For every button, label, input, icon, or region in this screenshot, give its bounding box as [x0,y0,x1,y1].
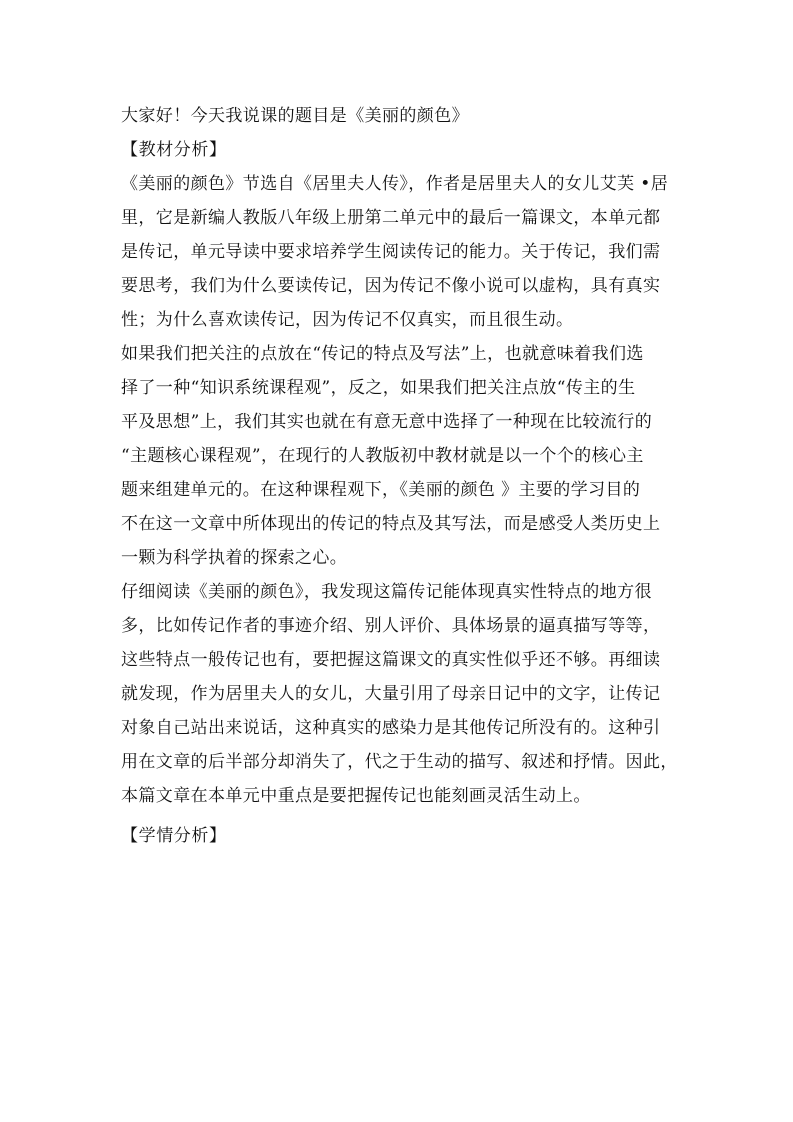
paragraph-line: 《美丽的颜色》节选自《居里夫人传》，作者是居里夫人的女儿艾芙 •居 [121,174,669,194]
intro-line: 大家好！今天我说课的题目是《美丽的颜色》 [121,106,469,126]
paragraph-line: 平及思想”上，我们其实也就在有意无意中选择了一种现在比较流行的 [121,412,653,432]
document-body [121,99,677,853]
paragraph-line: 择了一种“知识系统课程观”，反之，如果我们把关注点放“传主的生 [121,378,636,398]
paragraph-line: 对象自己站出来说话，这种真实的感染力是其他传记所没有的。这种引 [121,718,661,738]
paragraph-line: 如果我们把关注的点放在“传记的特点及写法”上，也就意味着我们选 [121,344,644,364]
paragraph-line: 题来组建单元的。在这种课程观下，《美丽的颜色 》主要的学习目的 [121,480,641,500]
paragraph-line: 本篇文章在本单元中重点是要把握传记也能刻画灵活生动上。 [121,786,591,806]
section-heading-student-analysis: 【学情分析】 [121,826,227,846]
paragraph-line: 是传记，单元导读中要求培养学生阅读传记的能力。关于传记，我们需 [121,242,661,262]
paragraph-line: 就发现，作为居里夫人的女儿，大量引用了母亲日记中的文字，让传记 [121,684,661,704]
paragraph-line: 多，比如传记作者的事迹介绍、别人评价、具体场景的逼真描写等等， [121,616,661,636]
paragraph-line: 用在文章的后半部分却消失了，代之于生动的描写、叙述和抒情。因此， [121,752,678,772]
paragraph-line: 不在这一文章中所体现出的传记的特点及其写法，而是感受人类历史上 [121,514,661,534]
paragraph-line: 里，它是新编人教版八年级上册第二单元中的最后一篇课文，本单元都 [121,208,661,228]
paragraph-line: “主题核心课程观”，在现行的人教版初中教材就是以一个个的核心主 [121,446,644,466]
paragraph-line: 这些特点一般传记也有，要把握这篇课文的真实性似乎还不够。再细读 [121,650,661,670]
section-heading-textbook-analysis: 【教材分析】 [121,140,227,160]
paragraph-line: 性；为什么喜欢读传记，因为传记不仅真实，而且很生动。 [121,310,574,330]
paragraph-line: 要思考，我们为什么要读传记，因为传记不像小说可以虚构，具有真实 [121,276,661,296]
paragraph-line: 仔细阅读《美丽的颜色》，我发现这篇传记能体现真实性特点的地方很 [121,582,652,602]
paragraph-line: 一颗为科学执着的探索之心。 [121,548,348,568]
